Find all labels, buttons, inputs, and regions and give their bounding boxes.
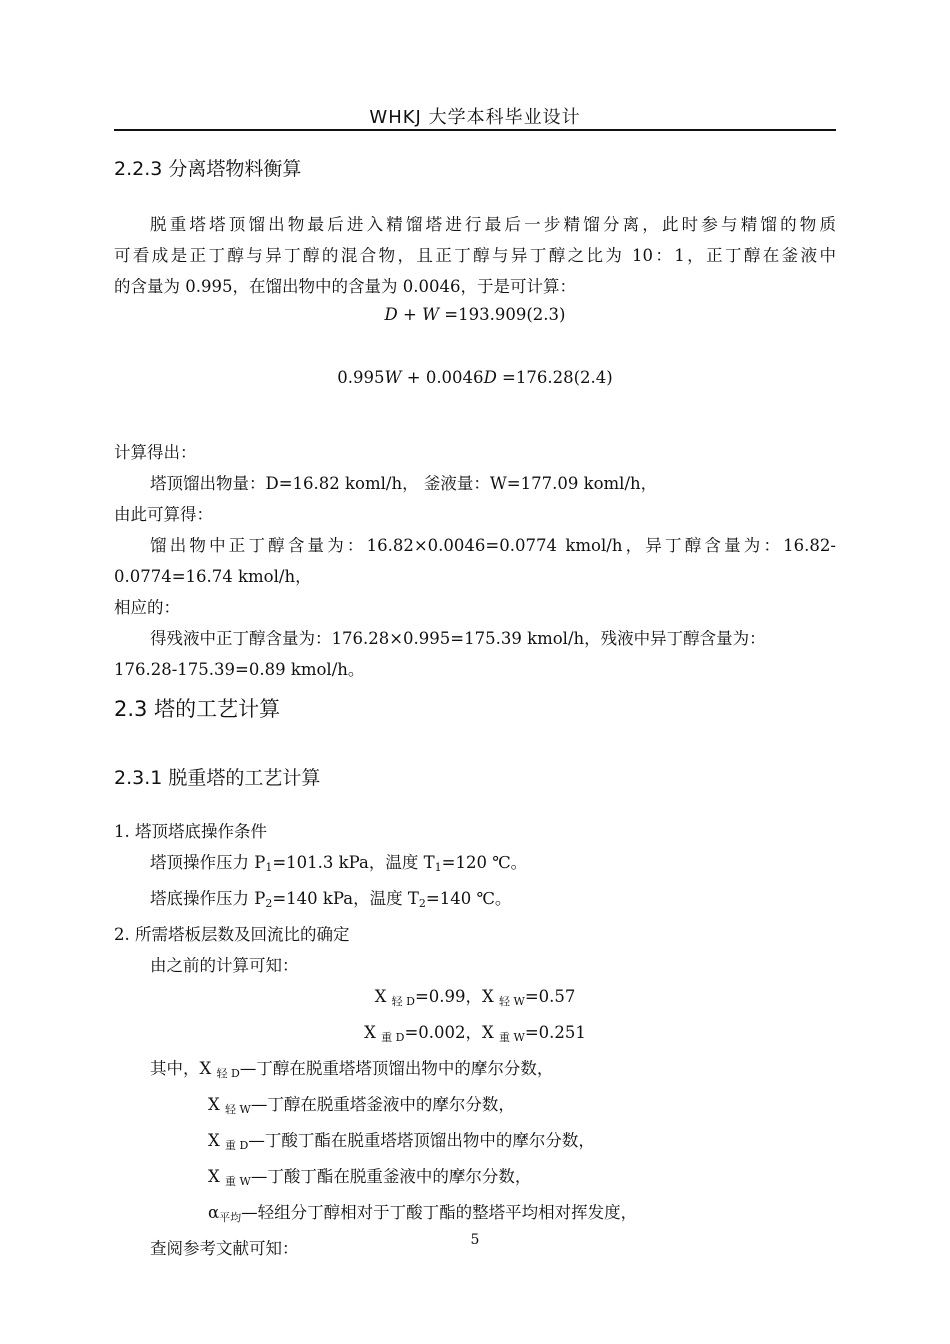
bottom-condition: 塔底操作压力 $P_2=140$ kPa，温度 $T_2=140$ ℃。 <box>150 889 512 910</box>
section-heading-2-3-1: 2.3.1 脱重塔的工艺计算 <box>114 767 321 789</box>
paragraph-line: 可看成是正丁醇与异丁醇的混合物，且正丁醇与异丁醇之比为 10：1，正丁醇在釜液中 <box>114 246 836 265</box>
residue-line: 得残液中正丁醇含量为：176.28×0.995=175.39 kmol/h，残液中异丁醇含量为： <box>150 629 766 648</box>
corresponding-label: 相应的： <box>114 598 180 617</box>
definition-line: α平均—轻组分丁醇相对于丁酸丁酯的整塔平均相对挥发度， <box>208 1203 638 1224</box>
process-conditions-block <box>114 816 836 1264</box>
definition-line: X 轻 W—丁醇在脱重塔釜液中的摩尔分数， <box>208 1095 515 1116</box>
item-1-title: 1. 塔顶塔底操作条件 <box>114 822 267 841</box>
equation-coef: 0.995 <box>337 368 385 387</box>
equation-rhs: =193.909(2.3) <box>439 305 566 324</box>
calc-result: 塔顶馏出物量：D=16.82 koml/h， 釜液量：W=177.09 koml/h， <box>150 474 658 493</box>
paragraph-line: 脱重塔塔顶馏出物最后进入精馏塔进行最后一步精馏分离，此时参与精馏的物质 <box>150 215 836 234</box>
section-heading-2-3: 2.3 塔的工艺计算 <box>114 697 281 721</box>
equation-2-4 <box>114 368 836 387</box>
distillate-line: 馏出物中正丁醇含量为：16.82×0.0046=0.0774 kmol/h，异丁醇含量为：16.82- <box>150 536 836 555</box>
equation-var: D <box>483 368 497 387</box>
equation-lhs: D + W <box>384 305 440 324</box>
paragraph-line: 的含量为 0.995，在馏出物中的含量为 0.0046，于是可计算： <box>114 277 576 296</box>
equation-rhs: =176.28(2.4) <box>496 368 613 387</box>
refs-label: 查阅参考文献可知： <box>150 1239 299 1258</box>
calc-label: 计算得出： <box>114 443 197 462</box>
equation-var: W <box>384 368 402 387</box>
paragraph-intro <box>114 209 836 302</box>
residue-line: 176.28-175.39=0.89 kmol/h。 <box>114 660 365 679</box>
prior-calc-label: 由之前的计算可知： <box>150 956 299 975</box>
item-2-title: 2. 所需塔板层数及回流比的确定 <box>114 925 350 944</box>
definition-line: X 重 W—丁酸丁酯在脱重釜液中的摩尔分数， <box>208 1167 532 1188</box>
page-header: WHKJ 大学本科毕业设计 <box>369 107 581 128</box>
equation-2-3 <box>114 305 836 324</box>
definition-line: X 重 D—丁酸丁酯在脱重塔塔顶馏出物中的摩尔分数， <box>208 1131 595 1152</box>
header-rule <box>114 129 836 131</box>
equation-heavy-fractions: X 重 D=0.002，X 重 W=0.251 <box>364 1023 586 1044</box>
page-number: 5 <box>470 1232 480 1248</box>
equation-coef: + 0.0046 <box>401 368 484 387</box>
distillate-line: 0.0774=16.74 kmol/h， <box>114 567 312 586</box>
thus-label: 由此可算得： <box>114 505 213 524</box>
section-heading-2-2-3: 2.2.3 分离塔物料衡算 <box>114 158 302 180</box>
top-condition: 塔顶操作压力 $P_1=101.3$ kPa，温度 $T_1=120$ ℃。 <box>150 853 528 874</box>
calc-results-block <box>114 437 836 685</box>
definition-line: 其中，X 轻 D—丁醇在脱重塔塔顶馏出物中的摩尔分数， <box>150 1059 554 1080</box>
equation-light-fractions: X 轻 D=0.99，X 轻 W=0.57 <box>374 987 576 1008</box>
